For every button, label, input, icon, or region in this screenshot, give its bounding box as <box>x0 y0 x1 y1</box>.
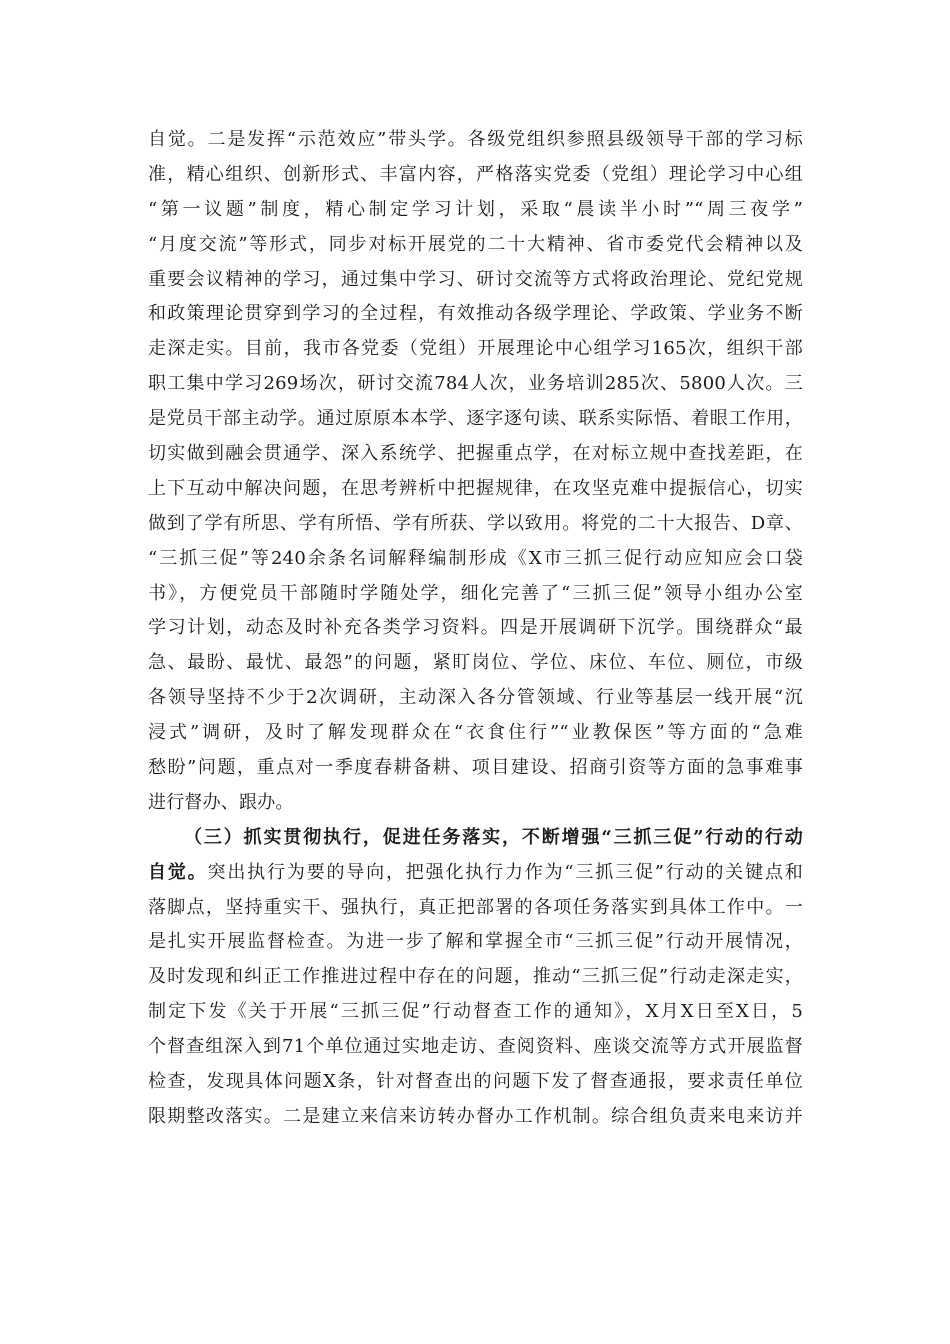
text-line: “第一议题”制度，精心制定学习计划，采取“晨读半小时”“周三夜学” <box>148 198 803 220</box>
text-line: 进行督办、跟办。 <box>148 791 294 813</box>
text-line: 自觉。二是发挥“示范效应”带头学。各级党组织参照县级领导干部的学习标 <box>148 129 803 150</box>
document-page <box>148 123 803 1135</box>
text-line: “月度交流”等形式，同步对标开展党的二十大精神、省市委党代会精神以及 <box>148 233 803 255</box>
section-heading: （三）抓实贯彻执行，促进任务落实，不断增强“三抓三促”行动的行动 <box>184 826 803 848</box>
text-line: 个督查组深入到71个单位通过实地走访、查阅资料、座谈交流等方式开展监督 <box>148 1036 803 1058</box>
text-line: 准，精心组织、创新形式、丰富内容，严格落实党委（党组）理论学习中心组 <box>148 163 803 185</box>
section-heading-end: 自觉。 <box>148 861 208 883</box>
paragraph-1 <box>148 123 803 821</box>
text-line: 愁盼”问题，重点对一季度春耕备耕、项目建设、招商引资等方面的急事难事 <box>148 757 803 779</box>
text-line: 落脚点，坚持重实干、强执行，真正把部署的各项任务落实到具体工作中。一 <box>148 896 803 918</box>
text-line: 上下互动中解决问题，在思考辨析中把握规律，在攻坚克难中提振信心，切实 <box>148 477 803 499</box>
text-line: 是党员干部主动学。通过原原本本学、逐字逐句读、联系实际悟、着眼工作用， <box>148 408 803 430</box>
text-line: 浸式”调研，及时了解发现群众在“衣食住行”“业教保医”等方面的“急难 <box>148 722 803 744</box>
text-line: 走深走实。目前，我市各党委（党组）开展理论中心组学习165次，组织干部 <box>148 338 803 360</box>
text-run: 突出执行为要的导向，把强化执行力作为“三抓三促”行动的关键点和 <box>207 861 803 883</box>
text-line: 限期整改落实。二是建立来信来访转办督办工作机制。综合组负责来电来访并 <box>148 1105 803 1127</box>
text-line: “三抓三促”等240余条名词解释编制形成《X市三抓三促行动应知应会口袋 <box>148 547 803 569</box>
text-line <box>148 856 803 891</box>
text-line: 检查，发现具体问题X条，针对督查出的问题下发了督查通报，要求责任单位 <box>148 1071 803 1093</box>
text-line: 各领导坚持不少于2次调研，主动深入各分管领域、行业等基层一线开展“沉 <box>148 687 803 709</box>
text-line: 切实做到融会贯通学、深入系统学、把握重点学，在对标立规中查找差距，在 <box>148 443 803 465</box>
text-line: 重要会议精神的学习，通过集中学习、研讨交流等方式将政治理论、党纪党规 <box>148 268 803 290</box>
text-line: 职工集中学习269场次，研讨交流784人次，业务培训285次、5800人次。三 <box>148 373 803 395</box>
text-line: 学习计划，动态及时补充各类学习资料。四是开展调研下沉学。围绕群众“最 <box>148 617 803 639</box>
text-line: 制定下发《关于开展“三抓三促”行动督查工作的通知》，X月X日至X日，5 <box>148 1001 803 1023</box>
text-line: 和政策理论贯穿到学习的全过程，有效推动各级学理论、学政策、学业务不断 <box>148 303 803 325</box>
text-line: 是扎实开展监督检查。为进一步了解和掌握全市“三抓三促”行动开展情况， <box>148 931 803 953</box>
text-line: 做到了学有所思、学有所悟、学有所获、学以致用。将党的二十大报告、D章、 <box>148 512 803 534</box>
paragraph-2 <box>148 821 803 1135</box>
text-line: 书》，方便党员干部随时学随处学，细化完善了“三抓三促”领导小组办公室 <box>148 582 803 604</box>
text-line: 及时发现和纠正工作推进过程中存在的问题，推动“三抓三促”行动走深走实， <box>148 966 803 988</box>
text-line: 急、最盼、最忧、最怨”的问题，紧盯岗位、学位、床位、车位、厕位，市级 <box>148 652 803 674</box>
